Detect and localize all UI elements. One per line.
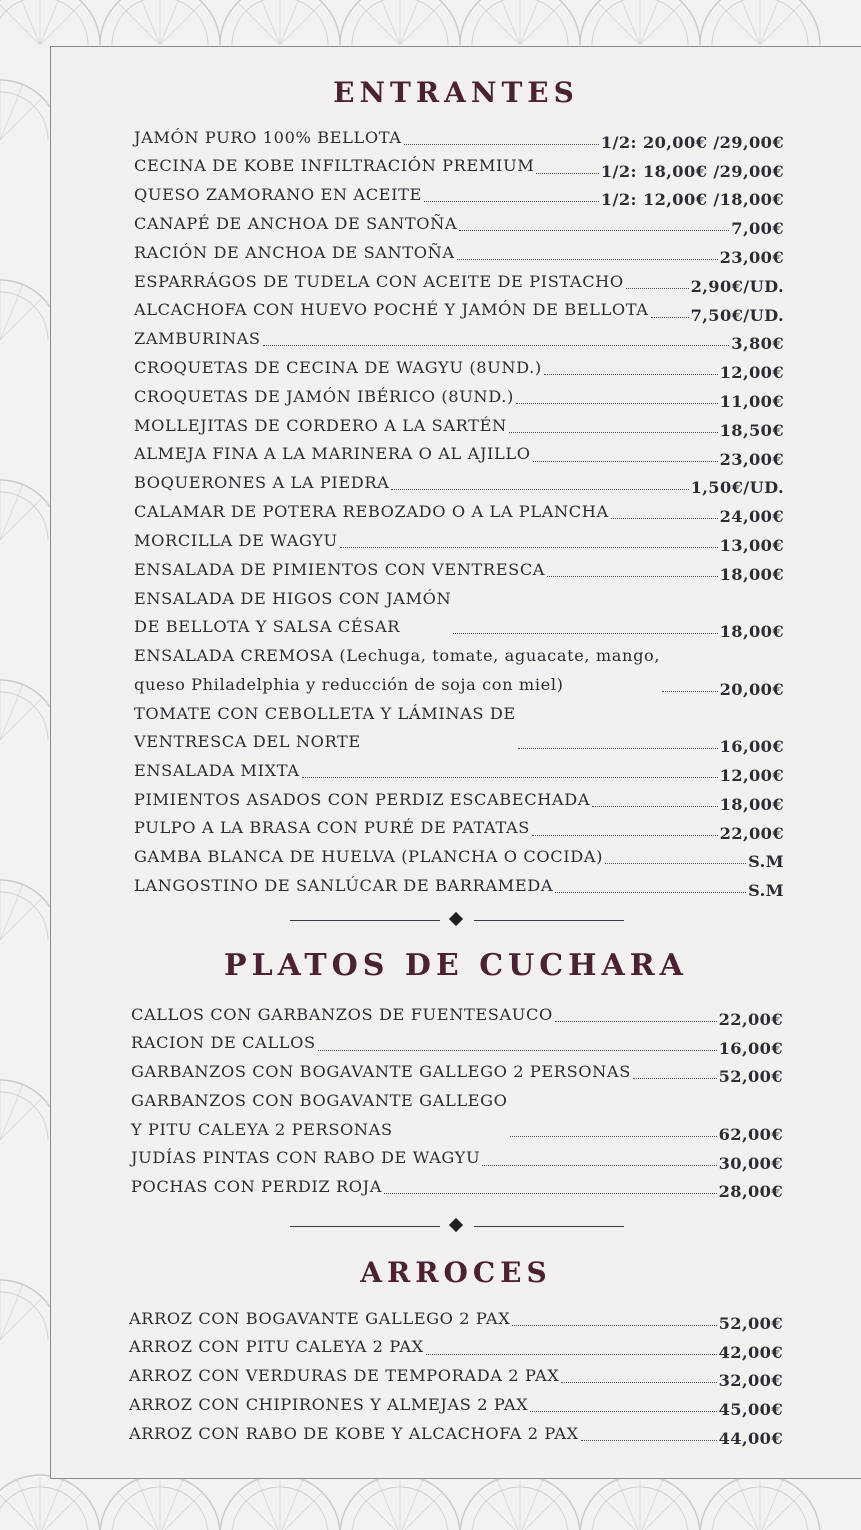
menu-item	[134, 296, 784, 325]
dot-leader	[530, 1411, 716, 1412]
menu-item-name: ENSALADA CREMOSA (Lechuga, tomate, aguacate, mango, queso Philadelphia y reducción de soja con miel)	[134, 646, 661, 694]
menu-item-name: ARROZ CON RABO DE KOBE Y ALCACHOFA 2 PAX	[129, 1423, 579, 1443]
menu-item-name: TOMATE CON CEBOLLETA Y LÁMINAS DE VENTRESCA DEL NORTE	[134, 703, 516, 752]
menu-item-name: LANGOSTINO DE SANLÚCAR DE BARRAMEDA	[134, 876, 554, 896]
menu-item	[131, 1058, 783, 1087]
menu-item-name: CANAPÉ DE ANCHOA DE SANTOÑA	[134, 213, 458, 233]
menu-item-name: CALAMAR DE POTERA REBOZADO O A LA PLANCHA	[134, 501, 609, 521]
menu-item	[131, 1144, 783, 1173]
section-divider	[290, 1219, 624, 1233]
menu-item	[129, 1362, 783, 1391]
menu-item-price: 44,00€	[718, 1428, 783, 1448]
menu-item	[134, 871, 784, 900]
menu-item	[134, 152, 784, 181]
dot-leader	[510, 1136, 717, 1137]
menu-item	[134, 843, 784, 872]
menu-item-name: GARBANZOS CON BOGAVANTE GALLEGO Y PITU CALEYA 2 PERSONAS	[131, 1091, 508, 1139]
dot-leader	[536, 173, 598, 174]
dot-leader	[544, 374, 718, 375]
menu-item	[134, 641, 784, 699]
menu-item-price: 62,00€	[718, 1124, 783, 1144]
menu-item-name: ENSALADA DE HIGOS CON JAMÓN DE BELLOTA Y SALSA CÉSAR	[134, 588, 452, 637]
menu-item	[134, 209, 784, 238]
menu-item-name: CROQUETAS DE JAMÓN IBÉRICO (8UND.)	[134, 386, 514, 406]
dot-leader	[318, 1050, 717, 1051]
menu-item	[131, 1029, 783, 1058]
menu-item	[134, 469, 784, 498]
dot-leader	[404, 144, 599, 145]
menu-item-price: 45,00€	[718, 1400, 783, 1420]
entrantes-list	[134, 123, 784, 900]
section-divider	[290, 913, 624, 927]
menu-item	[129, 1333, 783, 1362]
menu-item-name: CROQUETAS DE CECINA DE WAGYU (8UND.)	[134, 357, 542, 377]
menu-item	[134, 181, 784, 210]
menu-item-price: 28,00€	[718, 1182, 783, 1202]
diamond-icon	[449, 1218, 463, 1232]
menu-item-price: 13,00€	[719, 535, 784, 555]
dot-leader	[605, 863, 746, 864]
dot-leader	[459, 230, 729, 231]
section-title-platos-de-cuchara: PLATOS DE CUCHARA	[224, 948, 688, 983]
dot-leader	[482, 1165, 716, 1166]
diamond-icon	[449, 912, 463, 926]
dot-leader	[532, 835, 718, 836]
dot-leader	[453, 633, 717, 634]
menu-item-price: 30,00€	[718, 1153, 783, 1173]
menu-item	[134, 584, 784, 642]
dot-leader	[509, 432, 718, 433]
menu-item-name: GARBANZOS CON BOGAVANTE GALLEGO 2 PERSONAS	[131, 1062, 631, 1082]
menu-item-name: ALMEJA FINA A LA MARINERA O AL AJILLO	[134, 444, 531, 464]
menu-item-price: 20,00€	[719, 679, 784, 699]
menu-item-price: 23,00€	[719, 449, 784, 469]
menu-item-name: ENSALADA DE PIMIENTOS CON VENTRESCA	[134, 559, 546, 579]
menu-item	[134, 699, 784, 757]
menu-item-name: QUESO ZAMORANO EN ACEITE	[134, 185, 422, 205]
platos-de-cuchara-list	[131, 1000, 783, 1201]
dot-leader	[592, 806, 718, 807]
menu-item-name: ZAMBURINAS	[134, 329, 261, 349]
menu-item-name: JUDÍAS PINTAS CON RABO DE WAGYU	[131, 1148, 481, 1168]
menu-item-price: 12,00€	[719, 363, 784, 383]
menu-item	[134, 526, 784, 555]
menu-item-price: 16,00€	[719, 737, 784, 757]
divider-line-right	[474, 920, 624, 921]
menu-item-price: 1/2: 12,00€ /18,00€	[600, 190, 784, 210]
menu-item	[134, 267, 784, 296]
dot-leader	[547, 576, 718, 577]
menu-item-name: JAMÓN PURO 100% BELLOTA	[134, 127, 402, 147]
menu-item-name: POCHAS CON PERDIZ ROJA	[131, 1177, 383, 1197]
menu-item	[131, 1000, 783, 1029]
menu-item-name: CALLOS CON GARBANZOS DE FUENTESAUCO	[131, 1004, 553, 1024]
section-title-entrantes: ENTRANTES	[333, 76, 579, 109]
menu-item	[131, 1173, 783, 1202]
dot-leader	[533, 461, 718, 462]
arroces-list	[129, 1304, 783, 1448]
menu-item-price: 7,00€	[731, 219, 784, 239]
dot-leader	[555, 892, 746, 893]
menu-item	[129, 1419, 783, 1448]
menu-item-name: PULPO A LA BRASA CON PURÉ DE PATATAS	[134, 818, 530, 838]
dot-leader	[611, 518, 718, 519]
menu-item-name: ARROZ CON PITU CALEYA 2 PAX	[129, 1337, 424, 1357]
dot-leader	[424, 201, 599, 202]
menu-item-price: 32,00€	[718, 1371, 783, 1391]
menu-item-price: 18,50€	[719, 420, 784, 440]
menu-item-price: 3,80€	[731, 334, 784, 354]
dot-leader	[263, 345, 730, 346]
dot-leader	[384, 1193, 717, 1194]
menu-item-price: 1,50€/UD.	[690, 478, 784, 498]
menu-item-price: 12,00€	[719, 766, 784, 786]
menu-item-price: S.M	[748, 852, 784, 872]
dot-leader	[457, 259, 718, 260]
menu-item	[134, 785, 784, 814]
dot-leader	[512, 1325, 716, 1326]
menu-item-name: MORCILLA DE WAGYU	[134, 530, 338, 550]
menu-item-name: ARROZ CON VERDURAS DE TEMPORADA 2 PAX	[129, 1366, 560, 1386]
menu-item-name: RACION DE CALLOS	[131, 1033, 316, 1053]
dot-leader	[518, 748, 718, 749]
menu-item	[134, 814, 784, 843]
menu-item	[134, 238, 784, 267]
menu-item-price: 24,00€	[719, 507, 784, 527]
menu-item-name: GAMBA BLANCA DE HUELVA (PLANCHA O COCIDA)	[134, 847, 604, 867]
dot-leader	[340, 547, 718, 548]
menu-item-name: ESPARRÁGOS DE TUDELA CON ACEITE DE PISTACHO	[134, 271, 624, 291]
menu-item-price: 18,00€	[719, 622, 784, 642]
menu-item-name: BOQUERONES A LA PIEDRA	[134, 473, 390, 493]
menu-item-price: 2,90€/UD.	[690, 276, 784, 296]
menu-item	[131, 1086, 783, 1144]
menu-item	[134, 440, 784, 469]
menu-item-price: 42,00€	[718, 1342, 783, 1362]
menu-item-price: 18,00€	[719, 794, 784, 814]
dot-leader	[555, 1021, 717, 1022]
menu-item-price: 1/2: 20,00€ /29,00€	[600, 132, 784, 152]
menu-item-price: 1/2: 18,00€ /29,00€	[600, 161, 784, 181]
divider-line-left	[290, 920, 440, 921]
menu-item	[134, 411, 784, 440]
menu-item-name: PIMIENTOS ASADOS CON PERDIZ ESCABECHADA	[134, 789, 591, 809]
menu-item-price: S.M	[748, 881, 784, 901]
menu-item-price: 18,00€	[719, 564, 784, 584]
menu-item	[134, 123, 784, 152]
dot-leader	[302, 777, 718, 778]
menu-item-name: ARROZ CON CHIPIRONES Y ALMEJAS 2 PAX	[129, 1394, 529, 1414]
menu-item-name: CECINA DE KOBE INFILTRACIÓN PREMIUM	[134, 156, 535, 176]
menu-item	[134, 325, 784, 354]
menu-item	[134, 555, 784, 584]
dot-leader	[651, 317, 689, 318]
menu-item-price: 52,00€	[718, 1313, 783, 1333]
menu-item-price: 23,00€	[719, 247, 784, 267]
menu-item-price: 22,00€	[718, 1009, 783, 1029]
divider-line-left	[290, 1226, 440, 1227]
menu-item-name: RACIÓN DE ANCHOA DE SANTOÑA	[134, 242, 455, 262]
menu-item	[134, 353, 784, 382]
section-title-arroces: ARROCES	[360, 1256, 552, 1289]
dot-leader	[626, 288, 689, 289]
menu-item	[134, 497, 784, 526]
menu-item	[134, 756, 784, 785]
dot-leader	[581, 1440, 717, 1441]
dot-leader	[662, 691, 718, 692]
menu-item	[134, 382, 784, 411]
dot-leader	[561, 1382, 716, 1383]
menu-item-price: 11,00€	[719, 391, 784, 411]
divider-line-right	[474, 1226, 624, 1227]
menu-item-name: MOLLEJITAS DE CORDERO A LA SARTÉN	[134, 415, 507, 435]
dot-leader	[391, 489, 688, 490]
menu-item	[129, 1390, 783, 1419]
dot-leader	[426, 1354, 717, 1355]
dot-leader	[516, 403, 718, 404]
menu-item-price: 52,00€	[718, 1067, 783, 1087]
menu-item-price: 22,00€	[719, 823, 784, 843]
menu-item-price: 7,50€/UD.	[690, 305, 784, 325]
menu-item-name: ARROZ CON BOGAVANTE GALLEGO 2 PAX	[129, 1308, 511, 1328]
menu-item-name: ALCACHOFA CON HUEVO POCHÉ Y JAMÓN DE BELLOTA	[134, 300, 649, 320]
menu-item	[129, 1304, 783, 1333]
menu-item-name: ENSALADA MIXTA	[134, 760, 300, 780]
menu-item-price: 16,00€	[718, 1038, 783, 1058]
dot-leader	[633, 1078, 717, 1079]
